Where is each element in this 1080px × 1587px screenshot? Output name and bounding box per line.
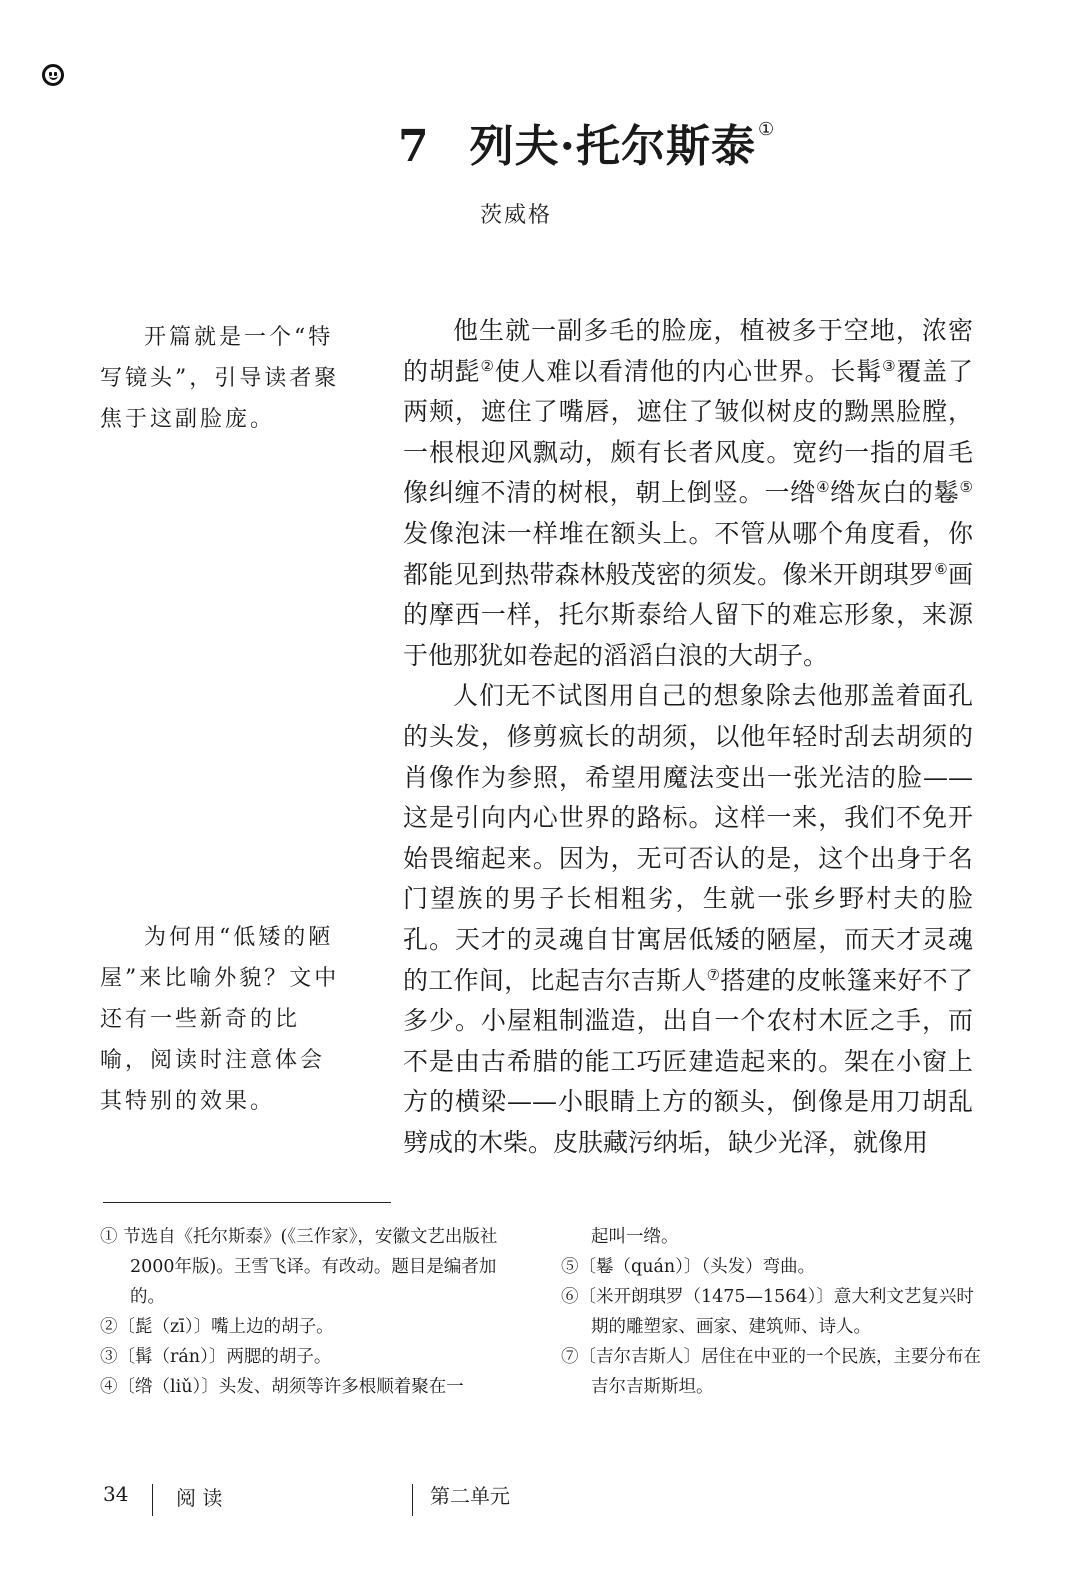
lesson-title-text: 列夫·托尔斯泰 (469, 121, 756, 172)
footnote-mark: ⑥ (934, 559, 948, 578)
footnotes-left-column (100, 1222, 530, 1402)
footnote-6: ⑥〔米开朗琪罗（1475—1564）〕意大利文艺复兴时期的雕塑家、画家、建筑师、诗人。 (561, 1287, 974, 1337)
footnote-7: ⑦〔吉尔吉斯人〕居住在中亚的一个民族，主要分布在吉尔吉斯斯坦。 (561, 1347, 981, 1397)
footnotes-right-column (561, 1222, 981, 1402)
title-footnote-mark: ① (757, 119, 776, 140)
footnote-4: ④〔绺（liǔ）〕头发、胡须等许多根顺着聚在一 (100, 1377, 464, 1397)
section-label: 阅 读 (176, 1486, 223, 1510)
body-text (403, 311, 973, 1163)
side-note-1: 开篇就是一个“特写镜头”，引导读者聚焦于这副脸庞。 (100, 325, 340, 432)
author-name: 茨威格 (480, 203, 553, 228)
side-note-2: 为何用“低矮的陋屋”来比喻外貌？文中还有一些新奇的比喻，阅读时注意体会其特别的效果。 (100, 925, 340, 1114)
lesson-number: 7 (398, 121, 430, 172)
footnote-divider (103, 1202, 391, 1203)
footer-separator (152, 1484, 153, 1516)
smiley-icon (42, 64, 64, 86)
footnote-5: ⑤〔鬈（quán）〕（头发）弯曲。 (561, 1257, 816, 1277)
footnote-4-continued: 起叫一绺。 (591, 1227, 679, 1247)
body-paragraph-2: 人们无不试图用自己的想象除去他那盖着面孔的头发，修剪疯长的胡须，以他年轻时刮去胡须的肖像作为参照，希望用魔法变出一张光洁的脸——这是引向内心世界的路标。这样一来，我们不免开始畏缩起来。因为，无可否认的是，这个出身于名门望族的男子长相粗劣，生就一张乡野村夫的脸孔。天才的灵魂自甘寓居低矮的陋屋，而天才灵魂的工作间，比起吉尔吉斯人⑦搭建的皮帐篷来好不了多少。小屋粗制滥造，出自一个农村木匠之手，而不是由古希腊的能工巧匠建造起来的。架在小窗上方的横梁——小眼睛上方的额头，倒像是用刀胡乱劈成的木柴。皮肤藏污纳垢，缺少光泽，就像用 (403, 681, 973, 1157)
footnote-3: ③〔髯（rán）〕两腮的胡子。 (100, 1347, 332, 1367)
unit-label: 第二单元 (430, 1484, 510, 1508)
footnote-mark: ② (480, 356, 495, 375)
lesson-title (398, 110, 775, 174)
footnote-mark: ④ (816, 478, 831, 497)
footnote-mark: ③ (882, 356, 897, 375)
footnote-2: ②〔髭（zī）〕嘴上边的胡子。 (100, 1317, 334, 1337)
footnote-mark: ⑦ (706, 965, 721, 984)
page-number: 34 (103, 1482, 129, 1506)
footnote-1: ① 节选自《托尔斯泰》(《三作家》，安徽文艺出版社2000年版)。王雪飞译。有改动。题目是编者加的。 (100, 1227, 498, 1307)
body-paragraph-1: 他生就一副多毛的脸庞，植被多于空地，浓密的胡髭②使人难以看清他的内心世界。长髯③覆盖了两颊，遮住了嘴唇，遮住了皱似树皮的黝黑脸膛，一根根迎风飘动，颇有长者风度。宽约一指的眉毛像纠缠不清的树根，朝上倒竖。一绺④绺灰白的鬈⑤发像泡沫一样堆在额头上。不管从哪个角度看，你都能见到热带森林般茂密的须发。像米开朗琪罗⑥画的摩西一样，托尔斯泰给人留下的难忘形象，来源于他那犹如卷起的滔滔白浪的大胡子。 (403, 316, 973, 670)
footer-separator (412, 1484, 413, 1516)
footnote-mark: ⑤ (959, 478, 973, 497)
